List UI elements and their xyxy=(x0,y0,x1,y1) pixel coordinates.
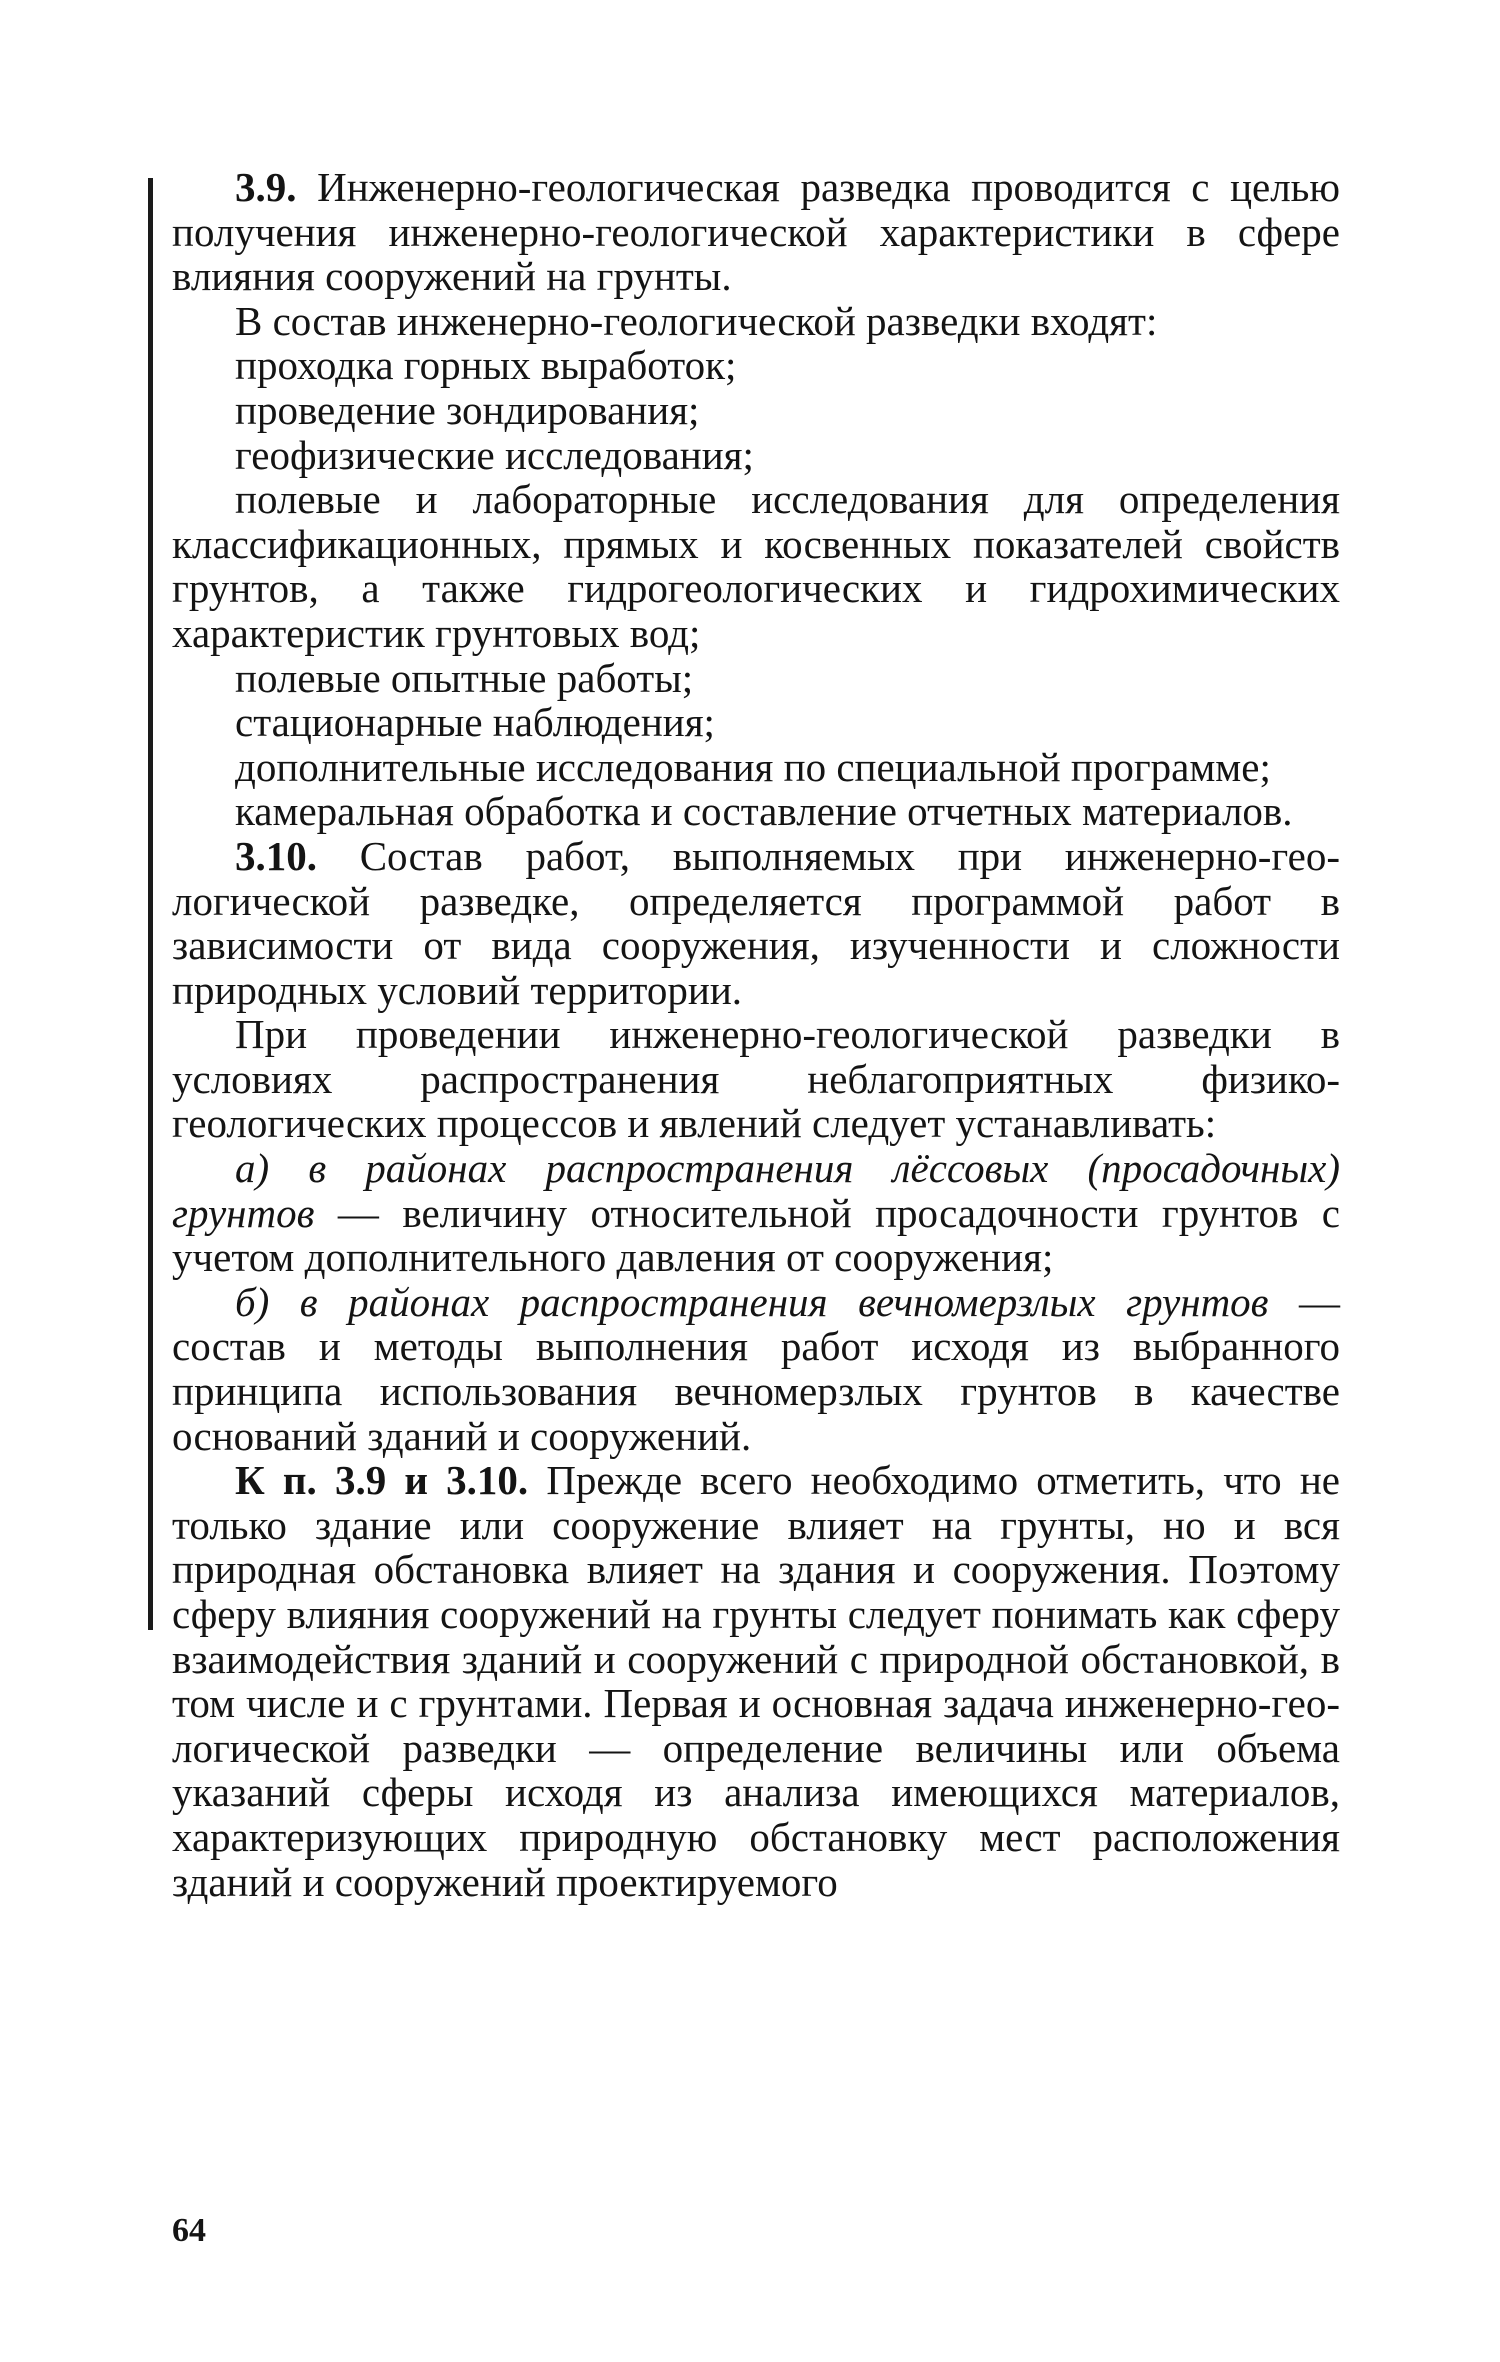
commentary-reference: К п. 3.9 и 3.10. xyxy=(235,1457,529,1504)
list-item: дополнительные исследования по специальной программе; xyxy=(235,743,1271,790)
paragraph-intro: В состав инженерно-геологической разведки входят: xyxy=(235,297,1158,344)
clause-text: Инженерно-геологическая разведка проводится с целью получения инженерно-геологической характеристики в сфере влияния сооружений на грунты. xyxy=(172,164,1341,300)
item-label: б) в районах распространения вечномерзлых грунтов xyxy=(235,1278,1269,1325)
list-item: камеральная обработка и составление отчетных материалов. xyxy=(235,788,1293,835)
item-text: — величину относительной просадочности грунтов с учетом дополнительного давления от сооружения; xyxy=(172,1189,1340,1281)
list-item: стационарные наблюдения; xyxy=(235,699,715,746)
list-item: проходка горных выработок; xyxy=(235,342,737,389)
list-item: проведение зондирования; xyxy=(235,386,700,433)
margin-change-bar xyxy=(148,178,153,1630)
list-item-a xyxy=(172,1146,1340,1280)
item-text: — состав и методы выполнения работ исходя из выбранного принципа использования вечномерзлых грунтов в качестве оснований зданий и сооружений. xyxy=(172,1278,1341,1459)
clause-text: Состав работ, выполняемых при инженерно-геологической разведке, определяется программой работ в зависимости от вида сооружения, изученности и сложности природных условий территории. xyxy=(172,832,1341,1013)
clause-number: 3.10. xyxy=(235,832,317,879)
list-item: геофизические исследования; xyxy=(235,431,754,478)
paragraph-conditions: При проведении инженерно-геологической разведки в условиях распространения неблагоприятных физико-геологических процессов и явлений следует устанавливать: xyxy=(172,1011,1340,1147)
paragraph-commentary xyxy=(172,1458,1340,1904)
clause-number: 3.9. xyxy=(235,164,297,210)
commentary-text: Прежде всего необходимо отметить, что не только здание или сооружение влияет на грунты, но и вся природная обстановка влияет на здания и сооружения. Поэтому сферу влияния сооружений на грунты следует понимать как сферу взаимодействия зданий и сооружений с природной обстановкой, в том числе и с грунтами. Первая и основная задача инженерно-геологической разведки — определение величины или объема указаний сферы исходя из анализа имеющихся материалов, характеризующих природную обстановку мест расположения зданий и сооружений проектируемого xyxy=(172,1457,1340,1905)
paragraph-3-9 xyxy=(172,165,1340,299)
page-number: 64 xyxy=(172,2212,206,2249)
list-item-b xyxy=(172,1280,1340,1458)
list-item: полевые опытные работы; xyxy=(235,654,694,701)
paragraph-3-10 xyxy=(172,834,1340,1012)
list-item: полевые и лабораторные исследования для определения классификационных, прямых и косвенных показателей свойств грунтов, а также гидрогеологических и гидрохимических характеристик грунтовых вод; xyxy=(172,476,1340,656)
body-text xyxy=(172,165,1340,1904)
item-label: а) в районах распространения лёссовых (просадочных) грунтов xyxy=(172,1145,1340,1236)
